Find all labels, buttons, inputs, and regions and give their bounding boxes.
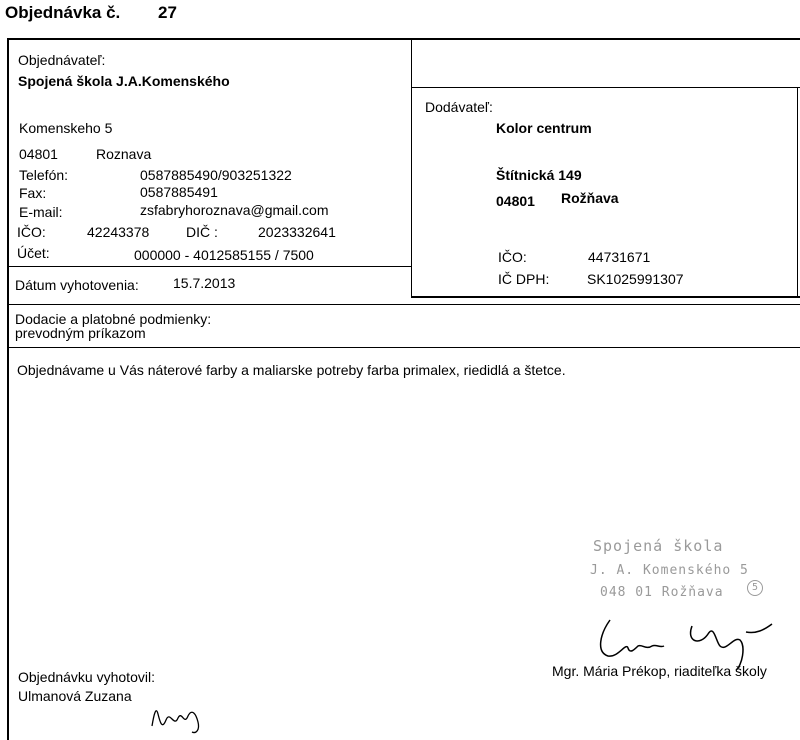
orderer-street: Komenskeho 5: [19, 120, 113, 136]
supplier-box-top-line: [411, 87, 800, 88]
stamp-line-1: Spojená škola: [593, 537, 724, 555]
supplier-heading: Dodávateľ:: [425, 99, 493, 115]
orderer-email-label: E-mail:: [19, 204, 63, 220]
order-body-text: Objednávame u Vás náterové farby a maliarske potreby farba primalex, riedidlá a štetce.: [17, 362, 566, 378]
supplier-city: Rožňava: [561, 190, 619, 206]
orderer-city: Roznava: [96, 146, 152, 162]
supplier-zip: 04801: [496, 193, 535, 209]
supplier-icdph-label: IČ DPH:: [498, 271, 550, 287]
orderer-zip: 04801: [19, 146, 58, 162]
prepared-by-label: Objednávku vyhotovil:: [18, 669, 155, 685]
orderer-email: zsfabryhoroznava@gmail.com: [140, 202, 329, 218]
preparer-signature: [148, 700, 208, 736]
supplier-icdph: SK1025991307: [587, 271, 684, 287]
order-title-label: Objednávka č.: [5, 3, 121, 22]
supplier-ico-label: IČO:: [498, 249, 527, 265]
orderer-ico-label: IČO:: [17, 224, 46, 240]
supplier-ico: 44731671: [588, 249, 651, 265]
frame-left-line: [7, 38, 9, 740]
orderer-account: 000000 - 4012585155 / 7500: [134, 247, 314, 263]
order-number: 27: [158, 3, 177, 22]
prepared-by-name: Ulmanová Zuzana: [18, 688, 132, 704]
supplier-box-bottom-line: [411, 296, 800, 298]
supplier-street: Štítnická 149: [496, 167, 582, 183]
terms-heading: Dodacie a platobné podmienky:: [15, 311, 212, 327]
supplier-box-right-line: [797, 87, 798, 297]
header-divider-line: [411, 38, 412, 297]
orderer-heading: Objednávateľ:: [18, 52, 106, 68]
orderer-dic-label: DIČ :: [186, 224, 218, 240]
orderer-fax-label: Fax:: [19, 185, 47, 201]
terms-value: prevodným príkazom: [15, 325, 146, 341]
orderer-phone-label: Telefón:: [19, 167, 69, 183]
stamp-line-3: 048 01 Rožňava: [600, 585, 724, 600]
supplier-name: Kolor centrum: [496, 120, 592, 136]
terms-top-line: [7, 304, 800, 305]
stamp-line-2: J. A. Komenského 5: [590, 563, 749, 578]
orderer-name: Spojená škola J.A.Komenského: [18, 73, 230, 89]
stamp-mark: 5: [747, 580, 763, 596]
orderer-fax: 0587885491: [140, 184, 218, 200]
terms-bottom-line: [7, 347, 800, 348]
orderer-phone: 0587885490/903251322: [140, 167, 292, 183]
orderer-account-label: Účet:: [17, 245, 50, 261]
date-label: Dátum vyhotovenia:: [15, 277, 139, 293]
signatory: Mgr. Mária Prékop, riaditeľka školy: [552, 663, 767, 679]
orderer-ico: 42243378: [87, 224, 150, 240]
date-value: 15.7.2013: [173, 275, 236, 291]
orderer-dic: 2023332641: [258, 224, 336, 240]
date-top-line: [7, 266, 411, 267]
frame-top-line: [7, 38, 800, 40]
